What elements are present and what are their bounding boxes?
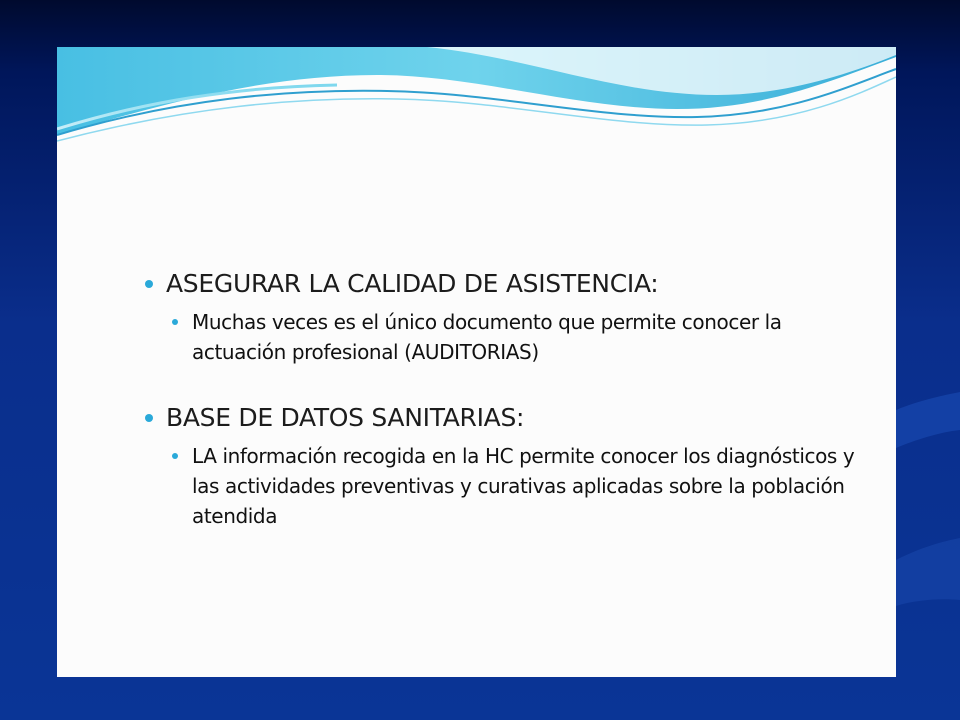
bullet-dot-icon	[145, 280, 153, 288]
bullet-dot-icon	[145, 414, 153, 422]
bullet-subitem-text: LA información recogida en la HC permite conocer los diagnósticos y las actividades preventivas y curativas aplicadas sobre la población atendida	[192, 444, 855, 528]
slide	[57, 47, 896, 677]
list-item	[57, 401, 896, 531]
bullet-heading	[57, 267, 896, 301]
bullet-subitem	[57, 307, 896, 367]
bullet-content	[57, 267, 896, 531]
bullet-heading-text: BASE DE DATOS SANITARIAS:	[166, 403, 525, 432]
bullet-heading-text: ASEGURAR LA CALIDAD DE ASISTENCIA:	[166, 269, 659, 298]
list-item	[57, 267, 896, 367]
bullet-dot-icon	[172, 319, 178, 325]
bullet-heading	[57, 401, 896, 435]
bullet-subitem-text: Muchas veces es el único documento que permite conocer la actuación profesional (AUDITORIAS)	[192, 310, 782, 364]
header-wave-decoration	[57, 47, 896, 157]
bullet-subitem	[57, 441, 896, 531]
bullet-dot-icon	[172, 453, 178, 459]
